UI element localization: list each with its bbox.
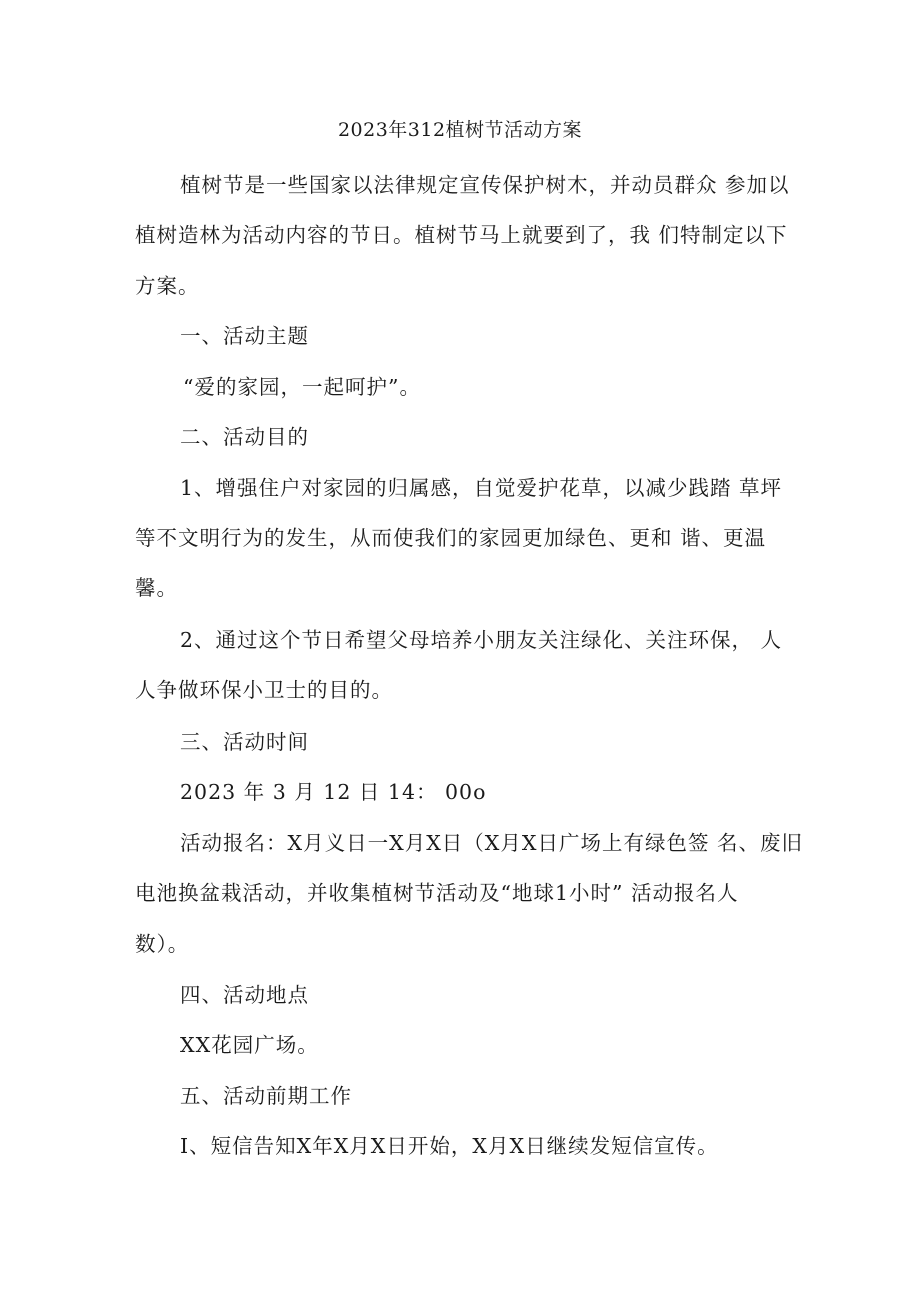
purpose-item-1-line-2: 等不文明行为的发生，从而使我们的家园更加绿色、更和 谐、更温 (135, 526, 767, 550)
purpose-item-1-line-1: 1、增强住户对家园的归属感，自觉爱护花草，以减少践踏 草坪 (180, 476, 783, 500)
intro-line-1: 植树节是一些国家以法律规定宣传保护树木，并动员群众 参加以 (180, 173, 790, 197)
section-heading-preparation: 五、活动前期工作 (180, 1084, 352, 1108)
theme-text: “爱的家园，一起呵护”。 (183, 375, 421, 399)
section-heading-purpose: 二、活动目的 (180, 425, 309, 449)
section-heading-time: 三、活动时间 (180, 730, 309, 754)
preparation-item-1: I、短信告知X年X月X日开始，X月X日继续发短信宣传。 (180, 1134, 719, 1158)
document-title: 2023年312植树节活动方案 (337, 119, 583, 141)
purpose-item-1-line-3: 馨。 (135, 576, 178, 600)
signup-line-2: 电池换盆栽活动，并收集植树节活动及“地球1小时” 活动报名人 (135, 881, 739, 905)
event-place: XX花园广场。 (180, 1033, 319, 1057)
event-time: 2023 年 3 月 12 日 14： 00o (180, 780, 487, 804)
section-heading-theme: 一、活动主题 (180, 324, 309, 348)
section-heading-place: 四、活动地点 (180, 983, 309, 1007)
intro-line-2: 植树造林为活动内容的节日。植树节马上就要到了，我 们特制定以下 (135, 223, 788, 247)
purpose-item-2-line-2: 人争做环保小卫士的目的。 (135, 678, 393, 702)
purpose-item-2-line-1: 2、通过这个节日希望父母培养小朋友关注绿化、关注环保， 人 (180, 628, 783, 652)
intro-line-3: 方案。 (135, 274, 200, 298)
signup-line-1: 活动报名：X月义日一X月X日（X月X日广场上有绿色签 名、废旧 (180, 831, 803, 855)
signup-line-3: 数）。 (135, 932, 190, 956)
